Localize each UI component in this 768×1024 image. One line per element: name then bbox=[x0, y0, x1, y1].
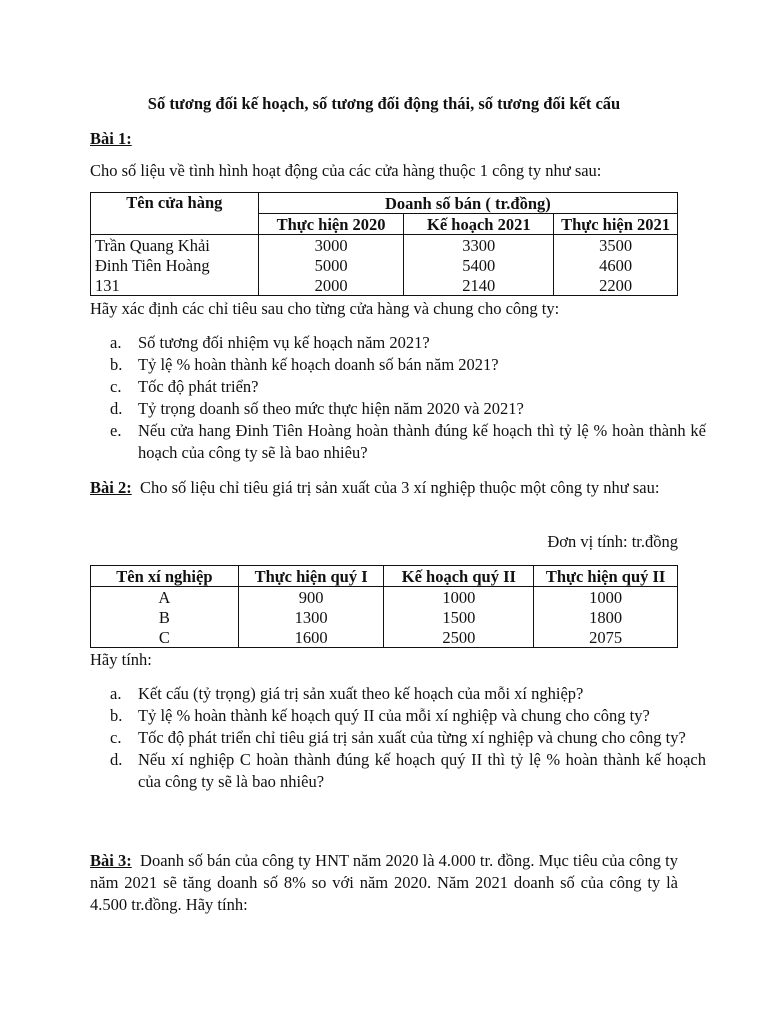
list-item bbox=[110, 727, 706, 749]
table-cell: 5000 bbox=[258, 255, 404, 275]
table-cell: 2200 bbox=[554, 275, 678, 296]
list-marker: c. bbox=[110, 728, 122, 747]
table-cell: 2140 bbox=[404, 275, 554, 296]
table-row bbox=[91, 587, 678, 608]
table-cell: A bbox=[91, 587, 239, 608]
bai2-intro-paragraph bbox=[90, 477, 678, 499]
table-cell: 3300 bbox=[404, 235, 554, 256]
bai1-sub-header: Thực hiện 2020 bbox=[258, 214, 404, 235]
bai2-question: Hãy tính: bbox=[90, 650, 152, 669]
bai2-col-header: Kế hoạch quý II bbox=[384, 566, 534, 587]
table-cell: C bbox=[91, 627, 239, 648]
table-row bbox=[91, 275, 678, 296]
list-item-text: Nếu cửa hang Đinh Tiên Hoàng hoàn thành đúng kế hoạch thì tỷ lệ % hoàn thành kế hoạch của công ty sẽ là bao nhiêu? bbox=[138, 421, 706, 462]
list-item bbox=[110, 749, 706, 793]
bai1-table bbox=[90, 192, 678, 296]
store-name: Trần Quang Khải bbox=[91, 235, 259, 256]
table-cell: 5400 bbox=[404, 255, 554, 275]
table-cell: 1000 bbox=[534, 587, 678, 608]
table-cell: 3500 bbox=[554, 235, 678, 256]
table-cell: 2000 bbox=[258, 275, 404, 296]
list-marker: a. bbox=[110, 333, 122, 352]
list-item bbox=[110, 376, 706, 398]
bai2-table bbox=[90, 565, 678, 648]
bai1-label: Bài 1: bbox=[90, 129, 132, 148]
table-cell: 1000 bbox=[384, 587, 534, 608]
bai1-group-header: Doanh số bán ( tr.đồng) bbox=[258, 193, 677, 214]
list-item-text: Nếu xí nghiệp C hoàn thành đúng kế hoạch quý II thì tỷ lệ % hoàn thành kế hoạch của công ty sẽ là bao nhiêu? bbox=[138, 750, 706, 791]
list-item-text: Tỷ trọng doanh số theo mức thực hiện năm 2020 và 2021? bbox=[138, 399, 524, 418]
list-marker: b. bbox=[110, 355, 123, 374]
bai1-sub-header: Thực hiện 2021 bbox=[554, 214, 678, 235]
list-marker: d. bbox=[110, 399, 123, 418]
list-item-text: Tốc độ phát triển? bbox=[138, 377, 259, 396]
store-name: 131 bbox=[91, 275, 259, 296]
list-item bbox=[110, 332, 706, 354]
page-title: Số tương đối kế hoạch, số tương đối động thái, số tương đối kết cấu bbox=[147, 94, 621, 113]
list-marker: b. bbox=[110, 706, 123, 725]
bai2-intro: Cho số liệu chỉ tiêu giá trị sản xuất của 3 xí nghiệp thuộc một công ty như sau: bbox=[139, 478, 660, 497]
list-marker: a. bbox=[110, 684, 122, 703]
list-item bbox=[110, 683, 706, 705]
list-marker: e. bbox=[110, 421, 122, 440]
table-row bbox=[91, 255, 678, 275]
bai3-text: Doanh số bán của công ty HNT năm 2020 là 4.000 tr. đồng. Mục tiêu của công ty năm 2021 sẽ tăng doanh số 8% so với năm 2020. Năm 2021 doanh số của công ty là 4.500 tr.đồng. Hãy tính: bbox=[90, 851, 678, 914]
bai2-col-header: Tên xí nghiệp bbox=[91, 566, 239, 587]
table-cell: 2075 bbox=[534, 627, 678, 648]
table-cell: 3000 bbox=[258, 235, 404, 256]
table-cell: 1300 bbox=[238, 607, 384, 627]
table-cell: 1800 bbox=[534, 607, 678, 627]
bai1-intro: Cho số liệu về tình hình hoạt động của các cửa hàng thuộc 1 công ty như sau: bbox=[90, 161, 602, 180]
list-item-text: Tốc độ phát triển chỉ tiêu giá trị sản xuất của từng xí nghiệp và chung cho công ty? bbox=[138, 728, 686, 747]
bai3-label: Bài 3: bbox=[90, 851, 132, 870]
list-item-text: Tỷ lệ % hoàn thành kế hoạch quý II của mỗi xí nghiệp và chung cho công ty? bbox=[138, 706, 650, 725]
list-item bbox=[110, 420, 706, 464]
table-cell: 1600 bbox=[238, 627, 384, 648]
table-cell: B bbox=[91, 607, 239, 627]
table-cell: 2500 bbox=[384, 627, 534, 648]
bai2-col-header: Thực hiện quý II bbox=[534, 566, 678, 587]
bai1-col-header-store: Tên cửa hàng bbox=[91, 193, 259, 235]
store-name: Đinh Tiên Hoàng bbox=[91, 255, 259, 275]
table-row bbox=[91, 607, 678, 627]
table-row bbox=[91, 235, 678, 256]
table-cell: 1500 bbox=[384, 607, 534, 627]
bai3-paragraph bbox=[90, 850, 678, 916]
table-cell: 4600 bbox=[554, 255, 678, 275]
bai1-sub-header: Kế hoạch 2021 bbox=[404, 214, 554, 235]
bai2-question-list bbox=[110, 683, 706, 793]
bai2-col-header: Thực hiện quý I bbox=[238, 566, 384, 587]
bai2-label: Bài 2: bbox=[90, 478, 132, 497]
bai2-unit: Đơn vị tính: tr.đồng bbox=[547, 532, 678, 551]
list-item-text: Tỷ lệ % hoàn thành kế hoạch doanh số bán năm 2021? bbox=[138, 355, 499, 374]
table-row bbox=[91, 627, 678, 648]
table-cell: 900 bbox=[238, 587, 384, 608]
list-item-text: Kết cấu (tỷ trọng) giá trị sản xuất theo kế hoạch của mỗi xí nghiệp? bbox=[138, 684, 584, 703]
list-item bbox=[110, 705, 706, 727]
list-item-text: Số tương đối nhiệm vụ kế hoạch năm 2021? bbox=[138, 333, 430, 352]
list-item bbox=[110, 354, 706, 376]
bai1-question: Hãy xác định các chỉ tiêu sau cho từng cửa hàng và chung cho công ty: bbox=[90, 299, 560, 318]
bai1-question-list bbox=[110, 332, 706, 464]
list-marker: d. bbox=[110, 750, 123, 769]
list-item bbox=[110, 398, 706, 420]
list-marker: c. bbox=[110, 377, 122, 396]
